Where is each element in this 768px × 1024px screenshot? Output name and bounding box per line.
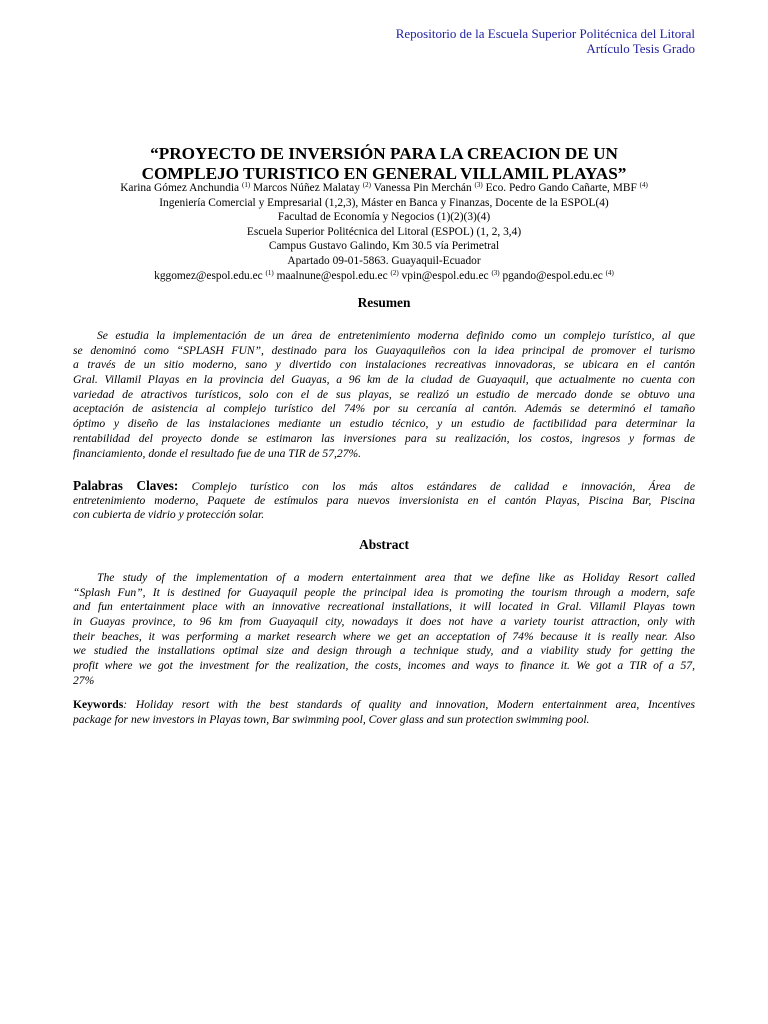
campus-line: Campus Gustavo Galindo, Km 30.5 vía Perimetral [268, 240, 500, 253]
author-superscript: (2) [362, 181, 371, 189]
email-superscript: (1) [265, 268, 274, 277]
resumen-line: se denominó como “SPLASH FUN”, destinado para los Guayaquileños con la idea principal de promover el turismo [73, 343, 695, 357]
author-superscript: (1) [241, 181, 251, 189]
author-names [40, 181, 728, 196]
author-name: Eco. Pedro Gando Cañarte, MBF [485, 182, 637, 194]
resumen-body [73, 329, 695, 461]
author-name: Karina Gómez Anchundia [120, 182, 240, 194]
abstract-line: profit where we got the investment for the realization, the costs, incomes and ways to finance it. We got a TIR of a 57, [73, 659, 695, 673]
abstract-line: and fun entertainment place with an innovative recreational installations, it will located in Gral. Villamil Playas town [73, 600, 695, 614]
abstract-line: we studied the installations optimal size and design through a technique study, and a viability study for getting the [73, 644, 695, 658]
palabras-text: Complejo turístico con los más altos estándares de calidad e innovación, Área de [191, 480, 695, 493]
resumen-line: aceptación de asistencia al complejo turístico del 74% por su cercanía al cantón. Además se determinó el tamaño [73, 402, 695, 416]
title-line-1: “PROYECTO DE INVERSIÓN PARA LA CREACION DE UN [150, 144, 618, 163]
email-superscript: (3) [491, 268, 500, 277]
resumen-heading: Resumen [357, 295, 411, 310]
author-email: pgando@espol.edu.ec [502, 269, 603, 282]
author-email: kggomez@espol.edu.ec [154, 269, 263, 282]
resumen-line: a través de un sitio moderno, sano y divertido con instalaciones recreativas innovadoras, se ubicara en el cantón [73, 358, 695, 372]
abstract-line: The study of the implementation of a modern entertainment area that we define like as Holiday Resort called [97, 571, 695, 584]
abstract-heading: Abstract [359, 537, 409, 552]
abstract-line: “Splash Fun”, It is destined for Guayaquil people the principal idea is promoting the tourism through a modern, safe [73, 585, 695, 599]
repository-header [396, 26, 695, 56]
author-email: vpin@espol.edu.ec [401, 269, 489, 282]
keywords-line: package for new investors in Playas town, Bar swimming pool, Cover glass and sun protection swimming pool. [73, 712, 590, 726]
author-superscript: (4) [639, 181, 648, 189]
title-line-2: COMPLEJO TURISTICO EN GENERAL VILLAMIL PLAYAS” [141, 163, 627, 183]
author-name: Vanessa Pin Merchán [373, 182, 472, 194]
author-email: maalnune@espol.edu.ec [276, 269, 388, 282]
faculty-line: Facultad de Economía y Negocios (1)(2)(3)(4) [277, 211, 491, 224]
resumen-line: óptimo y diseño de las instalaciones mediante un estudio técnico, y un estudio de factibilidad para determinar la [73, 417, 695, 431]
postal-line: Apartado 09-01-5863. Guayaquil-Ecuador [287, 254, 481, 267]
paper-title [60, 144, 708, 183]
resumen-line: Gral. Villamil Playas en la provincia del Guayas, a 96 km de la ciudad de Guayaquil, que actualmente no cuenta con [73, 373, 695, 387]
email-superscript: (2) [390, 268, 399, 277]
email-superscript: (4) [605, 268, 614, 277]
abstract-line: in Guayas province, to 96 km from Guayaquil city, nowadays it does not have a variety tourist attraction, only with [73, 615, 695, 629]
abstract-line: 27% [73, 673, 95, 687]
article-type: Artículo Tesis Grado [586, 41, 695, 56]
palabras-label: Palabras Claves: [73, 479, 179, 493]
palabras-line [73, 479, 695, 494]
keywords-text: : Holiday resort with the best standards of quality and innovation, Modern entertainment area, Incentives [123, 698, 695, 711]
keywords-line [73, 698, 695, 713]
abstract-body [73, 571, 695, 689]
authors-block [40, 181, 728, 283]
palabras-claves [73, 479, 695, 523]
palabras-line: entretenimiento moderno, Paquete de estímulos para nuevos inversionista en el cantón Playas, Piscina Bar, Piscina [73, 493, 695, 507]
repository-name: Repositorio de la Escuela Superior Politécnica del Litoral [395, 26, 695, 41]
institution-line: Escuela Superior Politécnica del Litoral (ESPOL) (1, 2, 3,4) [246, 225, 522, 238]
keywords-block [73, 698, 695, 727]
resumen-line: rentabilidad del proyecto donde se estimaron las inversiones para su realización, los costos, ingresos y formas de [73, 431, 695, 445]
palabras-line: con cubierta de vidrio y protección solar. [73, 508, 265, 522]
keywords-label: Keywords [73, 698, 124, 711]
affiliation-line: Ingeniería Comercial y Empresarial (1,2,3), Máster en Banca y Finanzas, Docente de la ESPOL(4) [159, 196, 609, 209]
author-emails [40, 269, 728, 284]
abstract-line: their beaches, it was performing a market research where we get an acceptation of 74% because it is really near. Also [73, 629, 695, 643]
resumen-line: financiamiento, donde el resultado fue de una TIR de 57,27%. [73, 446, 362, 460]
resumen-line: variedad de atractivos turísticos, solo con el de sus playas, se realizó un estudio de mercado donde se obtuvo una [73, 387, 695, 401]
author-superscript: (3) [474, 181, 483, 189]
resumen-line: Se estudia la implementación de un área de entretenimiento moderna definido como un complejo turístico, al que [97, 329, 695, 342]
author-name: Marcos Núñez Malatay [253, 182, 360, 194]
